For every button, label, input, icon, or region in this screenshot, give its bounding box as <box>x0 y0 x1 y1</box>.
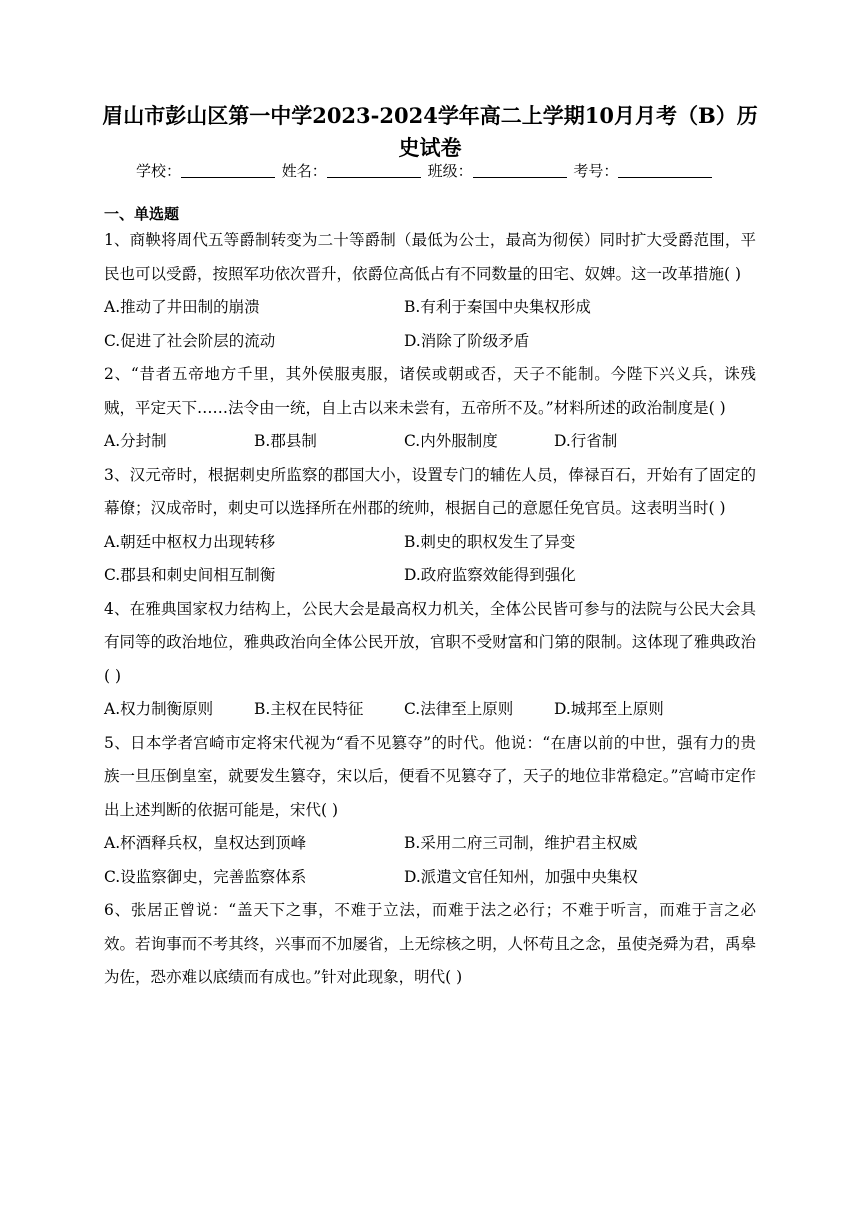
section-title: 一、单选题 <box>104 205 180 223</box>
option-a: A.推动了井田制的崩溃 <box>104 298 260 316</box>
option-group <box>104 291 756 358</box>
option-group <box>104 425 756 459</box>
question-stem: 2、“昔者五帝地方千里，其外侯服夷服，诸侯或朝或否，天子不能制。今陛下兴义兵，诛残贼，平定天下……法令由一统，自上古以来未尝有，五帝所不及。”材料所述的政治制度是( ) <box>104 365 756 417</box>
option-d: D.政府监察效能得到强化 <box>404 566 576 584</box>
question-stem: 3、汉元帝时，根据刺史所监察的郡国大小，设置专门的辅佐人员，俸禄百石，开始有了固定的幕僚；汉成帝时，刺史可以选择所在州郡的统帅，根据自己的意愿任免官员。这表明当时( ) <box>104 465 756 517</box>
id-label: 考号： <box>573 162 619 180</box>
student-info-line <box>136 160 714 181</box>
id-blank <box>618 163 712 178</box>
name-label: 姓名： <box>281 162 327 180</box>
option-a: A.朝廷中枢权力出现转移 <box>104 532 276 551</box>
question-2 <box>104 358 756 459</box>
option-a: A.权力制衡原则 <box>104 700 214 718</box>
option-group <box>104 526 756 593</box>
class-blank <box>473 163 567 178</box>
class-label: 班级： <box>427 162 473 180</box>
name-blank <box>327 163 421 178</box>
school-label: 学校： <box>136 162 182 180</box>
option-b: B.主权在民特征 <box>254 700 364 718</box>
option-c: C.促进了社会阶层的流动 <box>104 331 276 350</box>
question-stem: 4、在雅典国家权力结构上，公民大会是最高权力机关，全体公民皆可参与的法院与公民大会具有同等的政治地位，雅典政治向全体公民开放，官职不受财富和门第的限制。这体现了雅典政治( ) <box>104 599 756 685</box>
option-c: C.设监察御史，完善监察体系 <box>104 867 307 886</box>
option-b: B.有利于秦国中央集权形成 <box>404 298 591 316</box>
option-group <box>104 827 756 894</box>
question-stem: 5、日本学者宫崎市定将宋代视为“看不见篡夺”的时代。他说：“在唐以前的中世，强有力的贵族一旦压倒皇室，就要发生篡夺，宋以后，便看不见篡夺了，天子的地位非常稳定。”宫崎市定作出上述判断的依据可能是，宋代( ) <box>104 733 756 819</box>
option-d: D.城邦至上原则 <box>554 700 664 718</box>
option-group <box>104 693 756 727</box>
option-b: B.刺史的职权发生了异变 <box>404 532 576 551</box>
question-5 <box>104 727 756 895</box>
option-d: D.派遣文官任知州，加强中央集权 <box>404 867 638 886</box>
page-title: 眉山市彭山区第一中学2023-2024学年高二上学期10月月考（B）历史试卷 <box>102 103 758 160</box>
question-4 <box>104 593 756 727</box>
option-a: A.分封制 <box>104 432 167 450</box>
question-list <box>104 224 756 995</box>
option-c: C.郡县和刺史间相互制衡 <box>104 566 276 584</box>
option-d: D.消除了阶级矛盾 <box>404 331 530 350</box>
question-stem: 6、张居正曾说：“盖天下之事，不难于立法，而难于法之必行；不难于听言，而难于言之必效。若询事而不考其终，兴事而不加屡省，上无综核之明，人怀苟且之念，虽使尧舜为君，禹皋为佐，恐亦难以底绩而有成也。”针对此现象，明代( ) <box>104 901 756 986</box>
option-c: C.内外服制度 <box>404 432 498 450</box>
question-3 <box>104 459 756 593</box>
option-c: C.法律至上原则 <box>404 700 514 718</box>
option-a: A.杯酒释兵权，皇权达到顶峰 <box>104 834 307 852</box>
option-b: B.郡县制 <box>254 432 317 450</box>
question-stem: 1、商鞅将周代五等爵制转变为二十等爵制（最低为公士，最高为彻侯）同时扩大受爵范围，平民也可以受爵，按照军功依次晋升，依爵位高低占有不同数量的田宅、奴婢。这一改革措施( ) <box>104 231 756 283</box>
option-b: B.采用二府三司制，维护君主权威 <box>404 834 638 852</box>
question-1 <box>104 224 756 358</box>
question-6 <box>104 894 756 995</box>
school-blank <box>181 163 275 178</box>
option-d: D.行省制 <box>554 432 618 450</box>
